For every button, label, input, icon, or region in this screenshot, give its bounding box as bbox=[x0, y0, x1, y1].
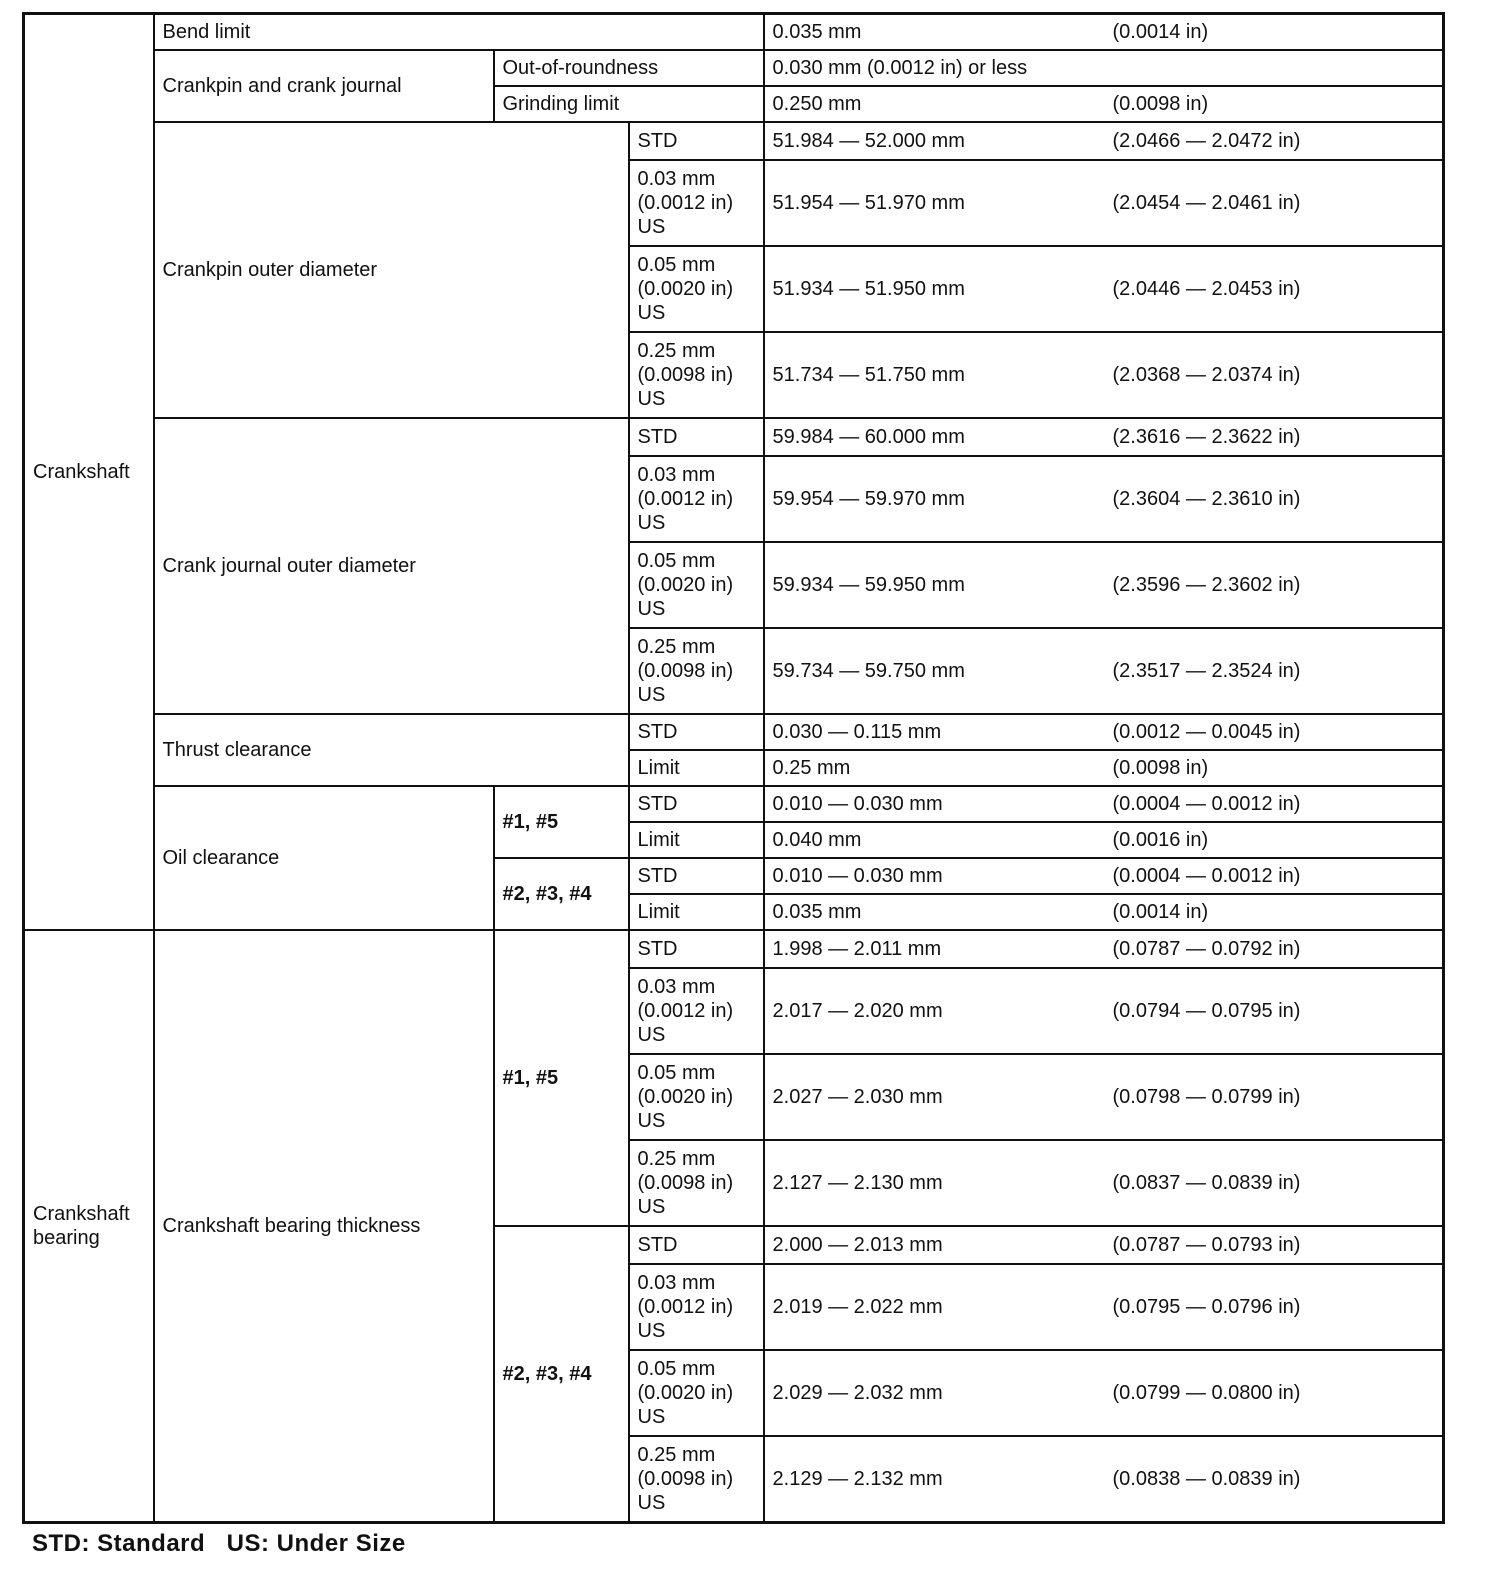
value-mm: 59.734 — 59.750 mm bbox=[772, 660, 965, 682]
item-label: Oil clearance bbox=[154, 786, 494, 930]
item-label: Crank journal outer diameter bbox=[154, 418, 629, 714]
value-in: (0.0838 — 0.0839 in) bbox=[1112, 1468, 1301, 1490]
value-mm: 2.000 — 2.013 mm bbox=[772, 1234, 943, 1256]
value-in: (2.0454 — 2.0461 in) bbox=[1112, 192, 1301, 214]
value-mm: 0.010 — 0.030 mm bbox=[772, 865, 943, 887]
value-in: (0.0794 — 0.0795 in) bbox=[1112, 1000, 1301, 1022]
value-mm: 2.129 — 2.132 mm bbox=[772, 1468, 943, 1490]
value-cell bbox=[764, 1350, 1444, 1436]
size-cell: STD bbox=[629, 930, 764, 968]
table-row bbox=[24, 930, 1444, 968]
value-in: (0.0837 — 0.0839 in) bbox=[1112, 1172, 1301, 1194]
value-mm: 0.035 mm bbox=[772, 901, 862, 923]
value-cell bbox=[764, 750, 1444, 786]
value-mm: 2.019 — 2.022 mm bbox=[772, 1296, 943, 1318]
value-cell bbox=[764, 822, 1444, 858]
value-mm: 0.250 mm bbox=[772, 93, 862, 115]
item-label: Crankpin and crank journal bbox=[154, 50, 494, 122]
value-cell bbox=[764, 894, 1444, 930]
value-cell bbox=[764, 246, 1444, 332]
value-mm: 51.984 — 52.000 mm bbox=[772, 130, 965, 152]
size-cell: 0.03 mm (0.0012 in) US bbox=[629, 968, 764, 1054]
value-in: (2.3604 — 2.3610 in) bbox=[1112, 488, 1301, 510]
size-cell: 0.25 mm (0.0098 in) US bbox=[629, 332, 764, 418]
value-in: (0.0014 in) bbox=[1112, 21, 1209, 43]
table-row bbox=[24, 418, 1444, 456]
value-in: (0.0004 — 0.0012 in) bbox=[1112, 865, 1301, 887]
component-crankshaft-bearing: Crankshaft bearing bbox=[24, 930, 154, 1523]
item-label: Crankshaft bearing thickness bbox=[154, 930, 494, 1523]
value-in: (2.0466 — 2.0472 in) bbox=[1112, 130, 1301, 152]
value-mm: 2.017 — 2.020 mm bbox=[772, 1000, 943, 1022]
value-cell bbox=[764, 930, 1444, 968]
value-mm: 51.934 — 51.950 mm bbox=[772, 278, 965, 300]
component-crankshaft: Crankshaft bbox=[24, 14, 154, 931]
table-row bbox=[24, 786, 1444, 822]
value-in: (0.0787 — 0.0792 in) bbox=[1112, 938, 1301, 960]
value-mm: 2.029 — 2.032 mm bbox=[772, 1382, 943, 1404]
value-cell bbox=[764, 714, 1444, 750]
value-in: (0.0016 in) bbox=[1112, 829, 1209, 851]
value-in: (0.0014 in) bbox=[1112, 901, 1209, 923]
table-row bbox=[24, 122, 1444, 160]
value-in: (0.0795 — 0.0796 in) bbox=[1112, 1296, 1301, 1318]
size-cell: STD bbox=[629, 122, 764, 160]
value-cell bbox=[764, 1226, 1444, 1264]
value-in: (0.0798 — 0.0799 in) bbox=[1112, 1086, 1301, 1108]
value-cell bbox=[764, 1054, 1444, 1140]
journal-group: #1, #5 bbox=[494, 786, 629, 858]
size-cell: 0.05 mm (0.0020 in) US bbox=[629, 542, 764, 628]
value-mm: 59.984 — 60.000 mm bbox=[772, 426, 965, 448]
value-in: (0.0098 in) bbox=[1112, 757, 1209, 779]
value-cell: 0.030 mm (0.0012 in) or less bbox=[764, 50, 1444, 86]
value-in: (0.0004 — 0.0012 in) bbox=[1112, 793, 1301, 815]
value-mm: 2.127 — 2.130 mm bbox=[772, 1172, 943, 1194]
crankshaft-spec-table bbox=[22, 12, 1445, 1524]
value-mm: 0.030 — 0.115 mm bbox=[772, 721, 942, 743]
value-in: (0.0012 — 0.0045 in) bbox=[1112, 721, 1301, 743]
value-cell bbox=[764, 122, 1444, 160]
size-cell: 0.05 mm (0.0020 in) US bbox=[629, 246, 764, 332]
size-cell: Limit bbox=[629, 894, 764, 930]
value-in: (2.3596 — 2.3602 in) bbox=[1112, 574, 1301, 596]
value-mm: 51.734 — 51.750 mm bbox=[772, 364, 965, 386]
size-cell: 0.03 mm (0.0012 in) US bbox=[629, 160, 764, 246]
journal-group: #2, #3, #4 bbox=[494, 858, 629, 930]
size-cell: Limit bbox=[629, 750, 764, 786]
value-mm: 1.998 — 2.011 mm bbox=[772, 938, 942, 960]
item-label: Crankpin outer diameter bbox=[154, 122, 629, 418]
size-cell: Limit bbox=[629, 822, 764, 858]
value-in: (2.0446 — 2.0453 in) bbox=[1112, 278, 1301, 300]
size-cell: 0.03 mm (0.0012 in) US bbox=[629, 1264, 764, 1350]
value-in: (0.0787 — 0.0793 in) bbox=[1112, 1234, 1301, 1256]
value-mm: 2.027 — 2.030 mm bbox=[772, 1086, 943, 1108]
value-in: (0.0098 in) bbox=[1112, 93, 1209, 115]
subitem-label: Out-of-roundness bbox=[494, 50, 764, 86]
size-cell: 0.25 mm (0.0098 in) US bbox=[629, 1140, 764, 1226]
value-mm: 59.954 — 59.970 mm bbox=[772, 488, 965, 510]
size-cell: 0.03 mm (0.0012 in) US bbox=[629, 456, 764, 542]
size-cell: STD bbox=[629, 858, 764, 894]
value-cell bbox=[764, 542, 1444, 628]
size-cell: 0.25 mm (0.0098 in) US bbox=[629, 628, 764, 714]
table-row bbox=[24, 14, 1444, 51]
size-cell: 0.25 mm (0.0098 in) US bbox=[629, 1436, 764, 1523]
value-in: (2.3616 — 2.3622 in) bbox=[1112, 426, 1301, 448]
size-cell: 0.05 mm (0.0020 in) US bbox=[629, 1054, 764, 1140]
value-cell bbox=[764, 1264, 1444, 1350]
table-row bbox=[24, 50, 1444, 86]
value-mm: 0.040 mm bbox=[772, 829, 862, 851]
value-mm: 51.954 — 51.970 mm bbox=[772, 192, 965, 214]
value-cell bbox=[764, 968, 1444, 1054]
value-mm: 0.010 — 0.030 mm bbox=[772, 793, 943, 815]
value-cell bbox=[764, 1436, 1444, 1523]
value-cell bbox=[764, 1140, 1444, 1226]
item-label: Bend limit bbox=[154, 14, 764, 51]
subitem-label: Grinding limit bbox=[494, 86, 764, 122]
value-in: (2.3517 — 2.3524 in) bbox=[1112, 660, 1301, 682]
value-cell bbox=[764, 86, 1444, 122]
value-cell bbox=[764, 786, 1444, 822]
value-cell bbox=[764, 160, 1444, 246]
value-cell bbox=[764, 456, 1444, 542]
journal-group: #2, #3, #4 bbox=[494, 1226, 629, 1523]
size-cell: STD bbox=[629, 786, 764, 822]
value-cell bbox=[764, 332, 1444, 418]
size-cell: STD bbox=[629, 714, 764, 750]
value-cell bbox=[764, 858, 1444, 894]
value-in: (0.0799 — 0.0800 in) bbox=[1112, 1382, 1301, 1404]
journal-group: #1, #5 bbox=[494, 930, 629, 1226]
size-cell: STD bbox=[629, 1226, 764, 1264]
size-cell: 0.05 mm (0.0020 in) US bbox=[629, 1350, 764, 1436]
value-cell bbox=[764, 628, 1444, 714]
value-cell bbox=[764, 14, 1444, 51]
item-label: Thrust clearance bbox=[154, 714, 629, 786]
value-in: (2.0368 — 2.0374 in) bbox=[1112, 364, 1301, 386]
table-row bbox=[24, 714, 1444, 750]
value-mm: 59.934 — 59.950 mm bbox=[772, 574, 965, 596]
size-cell: STD bbox=[629, 418, 764, 456]
value-mm: 0.25 mm bbox=[772, 757, 851, 779]
abbreviation-legend: STD: Standard US: Under Size bbox=[32, 1530, 406, 1557]
value-cell bbox=[764, 418, 1444, 456]
value-mm: 0.035 mm bbox=[772, 21, 862, 43]
